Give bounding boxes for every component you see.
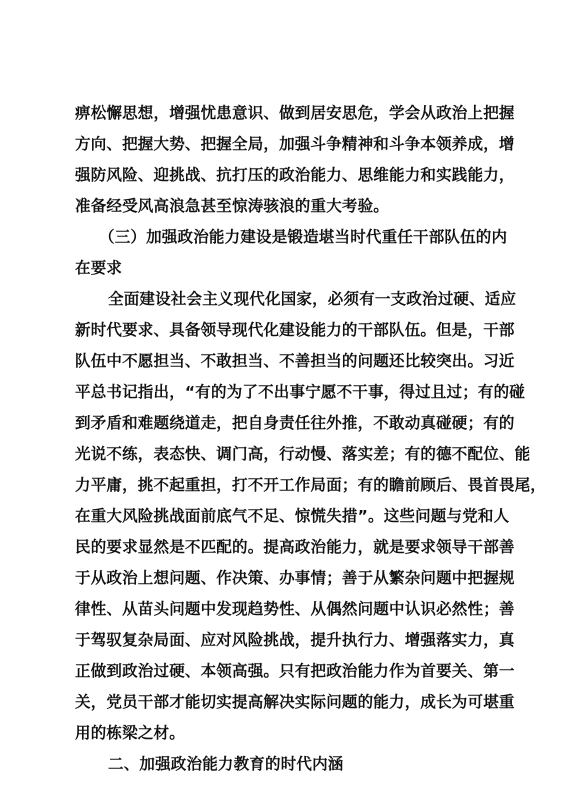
section-heading-line: （三）加强政治能力建设是锻造堪当时代重任干部队伍的内 bbox=[99, 228, 508, 246]
body-text-line: 于从政治上想问题、作决策、办事情；善于从繁杂问题中把握规 bbox=[75, 569, 515, 587]
body-text-line: 方向、把握大势、把握全局，加强斗争精神和斗争本领养成，增 bbox=[75, 135, 515, 153]
body-text-line: 民的要求显然是不匹配的。提高政治能力，就是要求领导干部善 bbox=[75, 538, 515, 556]
body-text-line: 正做到政治过硬、本领高强。只有把政治能力作为首要关、第一 bbox=[75, 662, 515, 680]
body-text-line: 痹松懈思想，增强忧患意识、做到居安思危，学会从政治上把握 bbox=[75, 104, 515, 122]
body-text-line: 光说不练，表态快、调门高，行动慢、落实差；有的德不配位、能 bbox=[75, 445, 531, 463]
body-text-line: 用的栋梁之材。 bbox=[75, 724, 185, 742]
body-text-line: 准备经受风高浪急甚至惊涛骇浪的重大考验。 bbox=[75, 197, 390, 215]
section-heading-line: 二、加强政治能力教育的时代内涵 bbox=[108, 755, 344, 773]
body-text-line: 队伍中不愿担当、不敢担当、不善担当的问题还比较突出。习近 bbox=[75, 352, 515, 370]
body-text-line: 全面建设社会主义现代化国家，必须有一支政治过硬、适应 bbox=[108, 290, 517, 308]
body-text-line: 律性、从苗头问题中发现趋势性、从偶然问题中认识必然性；善 bbox=[75, 600, 515, 618]
body-text-line: 到矛盾和难题绕道走，把自身责任往外推，不敢动真碰硬；有的 bbox=[75, 414, 515, 432]
section-heading-line: 在要求 bbox=[75, 259, 123, 277]
body-text-line: 力平庸，挑不起重担，打不开工作局面；有的瞻前顾后、畏首畏尾， bbox=[75, 476, 547, 494]
body-text-line: 在重大风险挑战面前底气不足、惊慌失措”。这些问题与党和人 bbox=[75, 507, 510, 525]
body-text-line: 关，党员干部才能切实提高解决实际问题的能力，成长为可堪重 bbox=[75, 693, 515, 711]
body-text-line: 强防风险、迎挑战、抗打压的政治能力、思维能力和实践能力， bbox=[75, 166, 515, 184]
body-text-line: 平总书记指出，“有的为了不出事宁愿不干事，得过且过；有的碰 bbox=[75, 383, 525, 401]
body-text-line: 新时代要求、具备领导现代化建设能力的干部队伍。但是，干部 bbox=[75, 321, 515, 339]
body-text-line: 于驾驭复杂局面、应对风险挑战，提升执行力、增强落实力，真 bbox=[75, 631, 515, 649]
